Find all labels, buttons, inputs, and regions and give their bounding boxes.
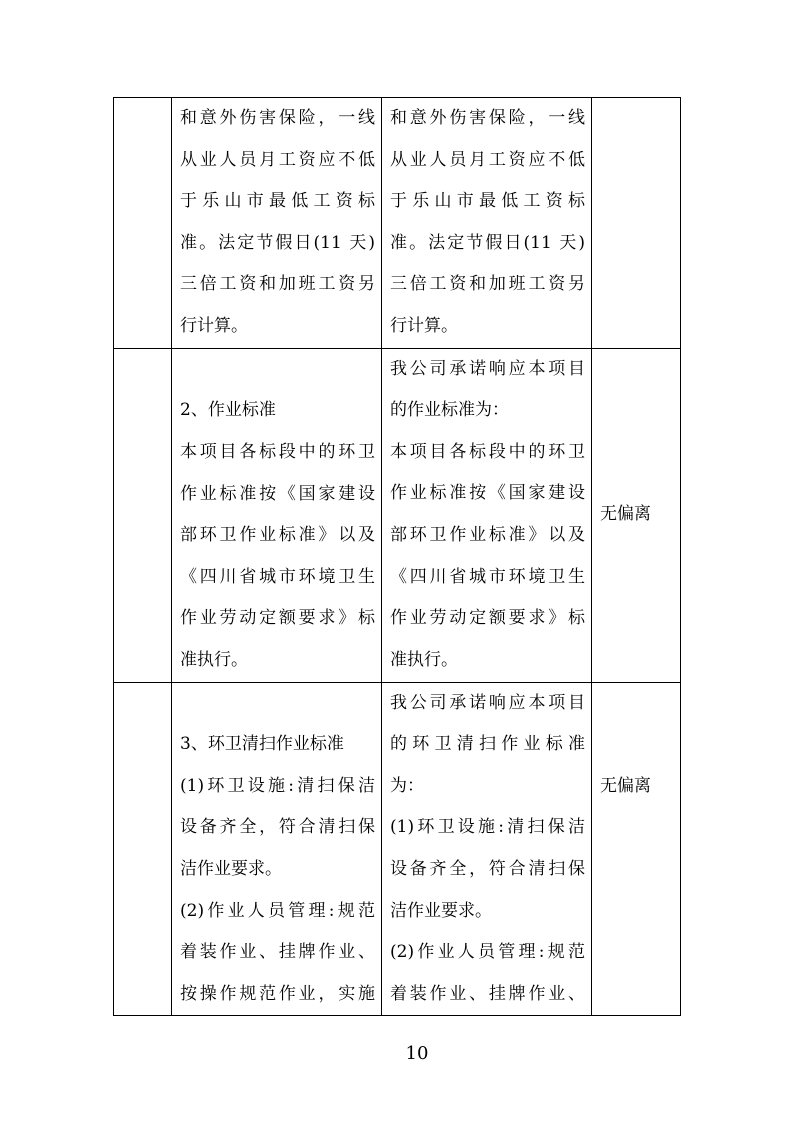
- cell-line: 为：: [390, 775, 424, 796]
- cell-line: (2)作业人员管理:规范: [390, 942, 585, 963]
- deviation-cell: [592, 98, 681, 349]
- cell-line: 设备齐全，符合清扫保: [180, 817, 375, 838]
- cell-line: 2、作业标准: [180, 400, 276, 421]
- cell-text: [172, 390, 381, 681]
- requirement-table: [113, 97, 681, 1016]
- cell-text: [382, 683, 591, 1016]
- cell-line: 作业劳动定额要求》标: [390, 608, 585, 629]
- cell-line: 设备齐全，符合清扫保: [390, 858, 585, 879]
- cell-text: [592, 683, 680, 808]
- cell-line: 的作业标准为：: [390, 400, 509, 421]
- index-cell: [114, 348, 172, 682]
- cell-line: 和意外伤害保险，一线: [390, 108, 585, 128]
- cell-line: 准。法定节假日(11 天): [390, 232, 585, 253]
- cell-text: [172, 724, 381, 1015]
- cell-line: 三倍工资和加班工资另: [180, 274, 375, 295]
- cell-line: (1)环卫设施:清扫保洁: [180, 775, 375, 796]
- cell-line: 作业劳动定额要求》标: [180, 608, 375, 629]
- requirement-cell: [172, 348, 382, 682]
- cell-line: 我公司承诺响应本项目: [390, 692, 585, 713]
- page-number: 10: [405, 1043, 429, 1064]
- cell-line: 于乐山市最低工资标: [180, 191, 375, 212]
- cell-line: 从业人员月工资应不低: [180, 149, 375, 170]
- cell-line: 着装作业、挂牌作业、: [180, 942, 375, 963]
- cell-line: 作业标准按《国家建设: [180, 483, 375, 504]
- cell-line: 行计算。: [180, 315, 248, 336]
- cell-line: 部环卫作业标准》以及: [390, 524, 585, 545]
- cell-line: 洁作业要求。: [390, 900, 492, 921]
- response-cell: [382, 682, 592, 1016]
- cell-text: [382, 98, 591, 348]
- deviation-cell: [592, 348, 681, 682]
- cell-line: 3、环卫清扫作业标准: [180, 734, 344, 755]
- cell-line: 从业人员月工资应不低: [390, 149, 585, 170]
- index-cell: [114, 682, 172, 1016]
- requirement-cell: [172, 98, 382, 349]
- cell-line: 准执行。: [180, 649, 248, 670]
- cell-line: 部环卫作业标准》以及: [180, 525, 375, 546]
- cell-text: [172, 98, 381, 348]
- response-cell: [382, 98, 592, 349]
- cell-line: 无偏离: [600, 504, 651, 525]
- cell-line: 无偏离: [600, 775, 651, 796]
- cell-line: 《四川省城市环境卫生: [390, 566, 585, 587]
- requirement-cell: [172, 682, 382, 1016]
- cell-line: 按操作规范作业，实施: [180, 983, 375, 1004]
- cell-line: 洁作业要求。: [180, 858, 282, 879]
- cell-line: (1)环卫设施:清扫保洁: [390, 817, 585, 838]
- cell-line: 行计算。: [390, 315, 458, 336]
- response-cell: [382, 348, 592, 682]
- cell-line: 和意外伤害保险，一线: [180, 108, 375, 128]
- cell-line: 作业标准按《国家建设: [390, 483, 585, 504]
- cell-line: 《四川省城市环境卫生: [180, 566, 375, 587]
- cell-text: [592, 494, 680, 536]
- cell-line: 于乐山市最低工资标: [390, 191, 585, 212]
- cell-line: 准。法定节假日(11 天): [180, 232, 375, 253]
- cell-line: 的环卫清扫作业标准: [390, 734, 585, 755]
- table-row: [114, 682, 681, 1016]
- deviation-cell: [592, 682, 681, 1016]
- cell-line: 本项目各标段中的环卫: [390, 441, 585, 462]
- cell-text: [382, 349, 591, 682]
- index-cell: [114, 98, 172, 349]
- cell-line: 三倍工资和加班工资另: [390, 274, 585, 295]
- table-body: [114, 98, 681, 1016]
- cell-line: 着装作业、挂牌作业、: [390, 983, 585, 1004]
- cell-line: (2)作业人员管理:规范: [180, 900, 375, 921]
- table-row: [114, 98, 681, 349]
- cell-line: 准执行。: [390, 649, 458, 670]
- table-row: [114, 348, 681, 682]
- cell-line: 我公司承诺响应本项目: [390, 358, 585, 379]
- cell-line: 本项目各标段中的环卫: [180, 442, 375, 462]
